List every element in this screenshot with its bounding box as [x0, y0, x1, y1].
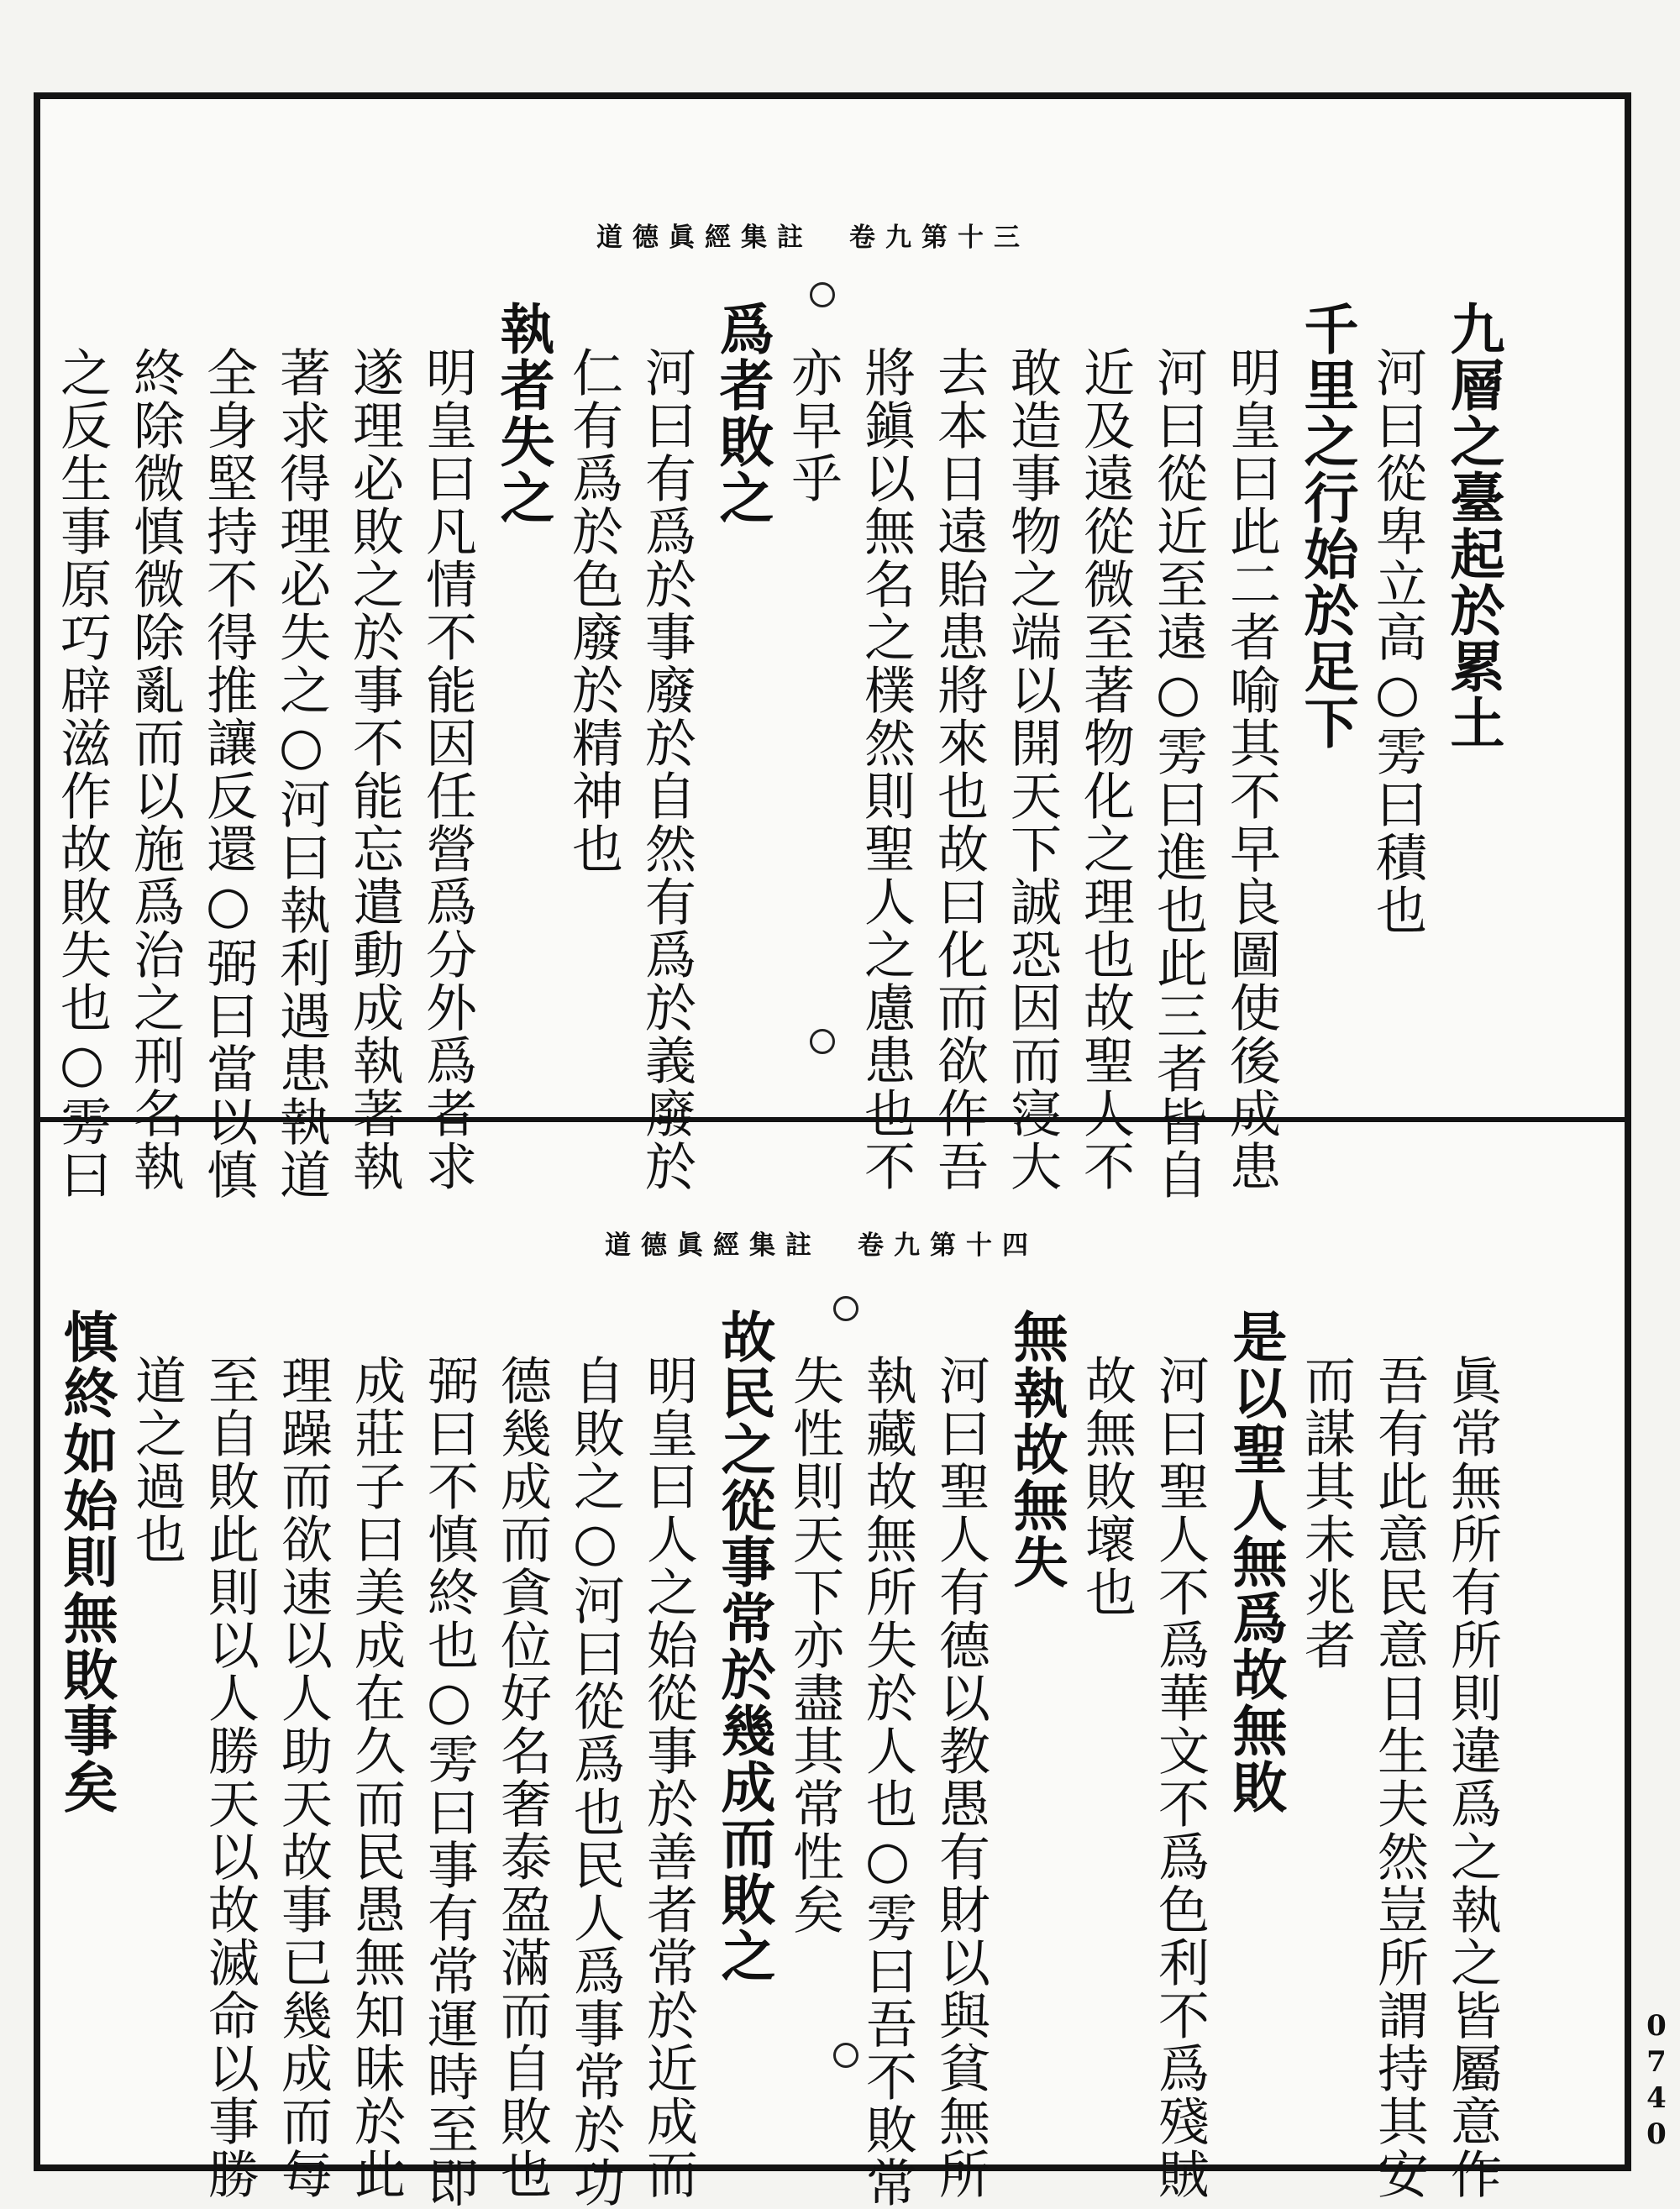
- commentary-column: 河曰有爲於事廢於自然有爲於義廢於: [637, 346, 696, 1193]
- commentary-column: 遂理必敗之於事不能忘遣動成執著執: [344, 346, 404, 1193]
- page-number: 0740: [1640, 2009, 1673, 2154]
- commentary-column: 失性則天下亦盡其常性矣: [785, 1354, 844, 1936]
- circle-mark: [810, 282, 835, 307]
- scripture-column: 爲者敗之: [710, 301, 774, 526]
- scripture-column: 是以聖人無爲故無敗: [1223, 1309, 1287, 1815]
- circle-mark: [833, 1296, 858, 1321]
- scripture-column: 無執故無失: [1004, 1309, 1068, 1590]
- commentary-column: 敢造事物之端以開天下誠恐因而寖大: [1002, 346, 1062, 1193]
- commentary-column: 河曰聖人有德以教愚有財以與貧無所: [931, 1354, 990, 2201]
- circle-mark: [810, 1029, 835, 1054]
- commentary-column: 全身堅持不得推讓反還○弼曰當以慎: [198, 346, 258, 1201]
- commentary-column: 仁有爲於色廢於精神也: [564, 346, 623, 875]
- commentary-column: 近及遠從微至著物化之理也故聖人不: [1075, 346, 1135, 1193]
- commentary-column: 道之過也: [127, 1354, 186, 1566]
- commentary-column: 明皇曰此二者喻其不早良圖使後成患: [1221, 346, 1281, 1193]
- commentary-column: 之反生事原巧辟滋作故敗失也○雱曰: [52, 346, 112, 1201]
- commentary-column: 河曰聖人不爲華文不爲色利不爲殘賊: [1150, 1354, 1210, 2201]
- commentary-column: 將鎭以無名之樸然則聖人之慮患也不: [856, 346, 916, 1193]
- commentary-column: 吾有此意民意日生夫然豈所謂持其安: [1369, 1354, 1429, 2201]
- commentary-column: 去本日遠貽患將來也故曰化而欲作吾: [929, 346, 989, 1193]
- scripture-column: 執者失之: [491, 301, 554, 526]
- commentary-column: 河曰從卑立高○雱曰積也: [1368, 346, 1427, 937]
- commentary-column: 執藏故無所失於人也○雱曰吾不敗常: [858, 1354, 917, 2209]
- commentary-column: 德幾成而貪位好名奢泰盈滿而自敗也: [492, 1354, 552, 2201]
- commentary-column: 成莊子曰美成在久而民愚無知昧於此: [346, 1354, 406, 2201]
- commentary-column: 至自敗此則以人勝天以故滅命以事勝: [200, 1354, 260, 2201]
- commentary-column: 而謀其未兆者: [1296, 1354, 1356, 1671]
- scripture-column: 九層之臺起於累土: [1441, 301, 1504, 751]
- circle-mark: [833, 2043, 858, 2068]
- commentary-column: 理躁而欲速以人助天故事已幾成而每: [273, 1354, 333, 2201]
- scripture-column: 千里之行始於足下: [1294, 301, 1358, 751]
- scripture-column: 慎終如始則無敗事矣: [54, 1309, 118, 1815]
- commentary-column: 終除微慎微除亂而以施爲治之刑名執: [125, 346, 185, 1193]
- lower-page-header: 道德眞經集註 卷九第十四: [605, 1230, 1038, 1261]
- commentary-column: 明皇曰凡情不能因任營爲分外爲者求: [417, 346, 477, 1193]
- commentary-column: 亦早乎: [783, 346, 843, 505]
- scripture-column: 故民之從事常於幾成而敗之: [711, 1309, 775, 1984]
- commentary-column: 眞常無所有所則違爲之執之皆屬意作: [1442, 1354, 1502, 2201]
- upper-page-header: 道德眞經集註 卷九第十三: [596, 223, 1030, 253]
- commentary-column: 著求得理必失之○河曰執利遇患執道: [271, 346, 331, 1201]
- commentary-column: 故無敗壞也: [1077, 1354, 1137, 1619]
- commentary-column: 弼曰不慎終也○雱曰事有常運時至即: [419, 1354, 479, 2209]
- commentary-column: 河曰從近至遠○雱曰進也此三者皆自: [1148, 346, 1208, 1201]
- commentary-column: 自敗之○河曰從爲也民人爲事常於功: [565, 1354, 625, 2209]
- commentary-column: 明皇曰人之始從事於善者常於近成而: [638, 1354, 698, 2201]
